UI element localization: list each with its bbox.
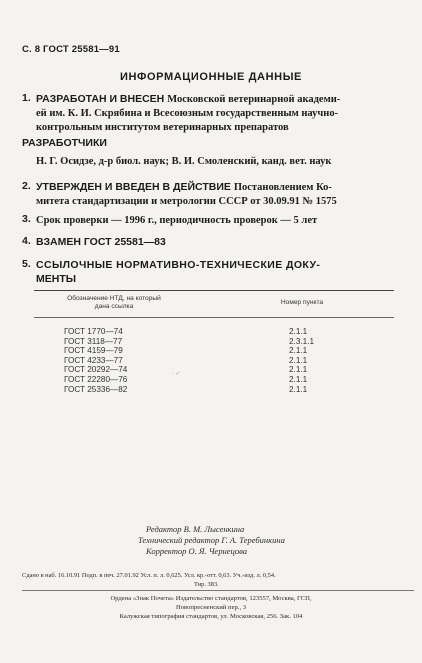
table-header-document: Обозначение НТД, на который дана ссылка xyxy=(67,295,161,310)
table-row xyxy=(64,337,384,347)
section-text-line: контрольным институтом ветеринарных препаратов xyxy=(36,122,289,133)
table-row xyxy=(64,365,384,375)
section-text-line: ССЫЛОЧНЫЕ НОРМАТИВНО-ТЕХНИЧЕСКИЕ ДОКУ- xyxy=(36,259,321,271)
table-header-item: Номер пункта xyxy=(280,299,324,306)
row-item-number: 2.1.1 xyxy=(289,365,308,375)
imprint-run: Тир. 383. xyxy=(194,581,219,588)
scan-mark: · ·∕ xyxy=(172,371,179,377)
row-standard: ГОСТ 20292—74 xyxy=(64,365,128,375)
tech-editor-line: Технический редактор Г. А. Теребинкина xyxy=(138,535,285,545)
section-lead: РАЗРАБОТАН И ВНЕСЕН xyxy=(36,93,165,105)
section-replaces xyxy=(22,235,412,251)
printing-house-line: Калужская типография стандартов, ул. Московская, 256. Зак. 104 xyxy=(119,613,303,620)
section-text-line: ей им. К. И. Скрябина и Всесоюзным государственным научно- xyxy=(36,108,339,119)
section-approved xyxy=(22,180,412,210)
corrector-line: Корректор О. Я. Чернецова xyxy=(146,546,248,556)
table-row xyxy=(64,375,384,385)
row-standard: ГОСТ 3118—77 xyxy=(64,336,123,346)
section-developed-by xyxy=(22,92,412,134)
row-item-number: 2.1.1 xyxy=(289,327,308,336)
table-header-rule xyxy=(34,317,394,318)
row-standard: ГОСТ 4233—77 xyxy=(64,355,123,365)
section-review-period xyxy=(22,213,412,229)
row-standard: ГОСТ 1770—74 xyxy=(64,327,123,336)
section-number: 3. xyxy=(22,213,31,225)
table-top-rule xyxy=(34,290,394,291)
publisher-line: Ордена «Знак Почета» Издательство стандартов, 123557, Москва, ГСП, xyxy=(110,595,312,602)
section-text-line: Постановлением Ко- xyxy=(233,182,332,193)
row-standard: ГОСТ 22280—76 xyxy=(64,375,128,384)
row-item-number: 2.1.1 xyxy=(289,346,308,356)
section-number: 2. xyxy=(22,180,31,192)
table-row xyxy=(64,346,384,356)
developers-list: Н. Г. Осидзе, д-р биол. наук; В. И. Смоленский, канд. вет. наук xyxy=(36,156,332,167)
table-row xyxy=(64,327,384,337)
table-body xyxy=(64,327,384,397)
section-number: 4. xyxy=(22,235,31,247)
section-lead: УТВЕРЖДЕН И ВВЕДЕН В ДЕЙСТВИЕ xyxy=(36,181,231,193)
document-title: ИНФОРМАЦИОННЫЕ ДАННЫЕ xyxy=(119,71,302,83)
page-header: С. 8 ГОСТ 25581—91 xyxy=(22,44,120,55)
section-number: 1. xyxy=(22,92,31,104)
editor-line: Редактор В. М. Лысенкина xyxy=(146,524,245,534)
section-references xyxy=(22,258,412,288)
imprint-rule xyxy=(22,590,414,591)
row-standard: ГОСТ 25336—82 xyxy=(64,384,128,394)
row-standard: ГОСТ 4159—79 xyxy=(64,346,123,356)
section-text-line: Московской ветеринарной академи- xyxy=(167,94,341,105)
row-item-number: 2.3.1.1 xyxy=(289,336,315,346)
section-text: ВЗАМЕН ГОСТ 25581—83 xyxy=(36,236,166,248)
section-text-line: митета стандартизации и метрологии СССР от 30.09.91 № 1575 xyxy=(36,196,337,207)
developers-heading: РАЗРАБОТЧИКИ xyxy=(22,137,107,149)
table-row xyxy=(64,385,384,395)
imprint-line: Сдано в наб. 16.10.91 Подп. в печ. 27.01.92 Усл. п. л. 0,625. Усл. кр.-отт. 0,63. Уч.-изд. л. 0,54. xyxy=(22,572,276,579)
section-text-line: МЕНТЫ xyxy=(36,273,77,285)
publisher-address: Новопресненский пер., 3 xyxy=(175,604,247,611)
row-item-number: 2.1.1 xyxy=(289,384,308,394)
table-row xyxy=(64,356,384,366)
row-item-number: 2.1.1 xyxy=(289,355,308,365)
section-text: Срок проверки — 1996 г., периодичность проверок — 5 лет xyxy=(36,215,318,226)
section-number: 5. xyxy=(22,258,31,270)
row-item-number: 2.1.1 xyxy=(289,375,308,384)
